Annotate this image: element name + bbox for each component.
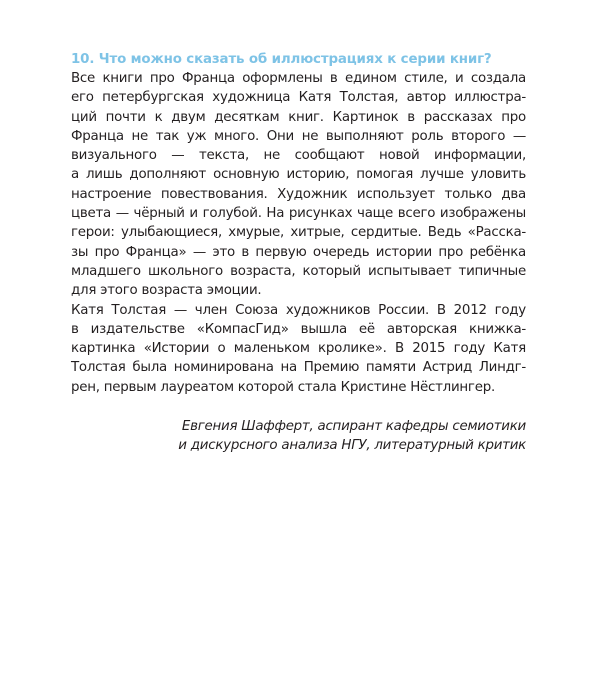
signature-line: Евгения Шафферт, аспирант кафедры семиотики <box>181 419 526 435</box>
text-line: Катя Толстая — член Союза художников России. В 2012 году <box>71 302 526 318</box>
text-line: Все книги про Франца оформлены в едином стиле, и создала <box>71 71 526 86</box>
text-line: для этого возраста эмоции. <box>71 283 262 299</box>
text-line: визуального — текста, не сообщают новой информации, <box>71 148 526 164</box>
question-heading: 10. Что можно сказать об иллюстрациях к серии книг? <box>71 52 492 67</box>
text-line: зы про Франца» — это в первую очередь истории про ребёнка <box>71 244 526 260</box>
text-line: рен, первым лауреатом которой стала Кристине Нёстлингер. <box>71 379 495 395</box>
text-line: настроение повествования. Художник использует только два <box>71 186 526 202</box>
paragraph-artist <box>71 301 526 397</box>
text-line: герои: улыбающиеся, хмурые, хитрые, сердитые. Ведь «Расска- <box>71 225 526 241</box>
text-line: цвета — чёрный и голубой. На рисунках чаще всего изображены <box>71 206 526 222</box>
text-line: ций почти к двум десяткам книг. Картинок в рассказах про <box>71 109 526 125</box>
text-line: Франца не так уж много. Они не выполняют роль второго — <box>71 128 526 144</box>
page-content <box>71 50 526 456</box>
paragraph-illustrations <box>71 69 526 301</box>
text-line: в издательстве «КомпасГид» вышла её авторская книжка- <box>71 321 526 337</box>
signature-line: и дискурсного анализа НГУ, литературный критик <box>178 438 526 454</box>
author-signature <box>71 417 526 456</box>
text-line: его петербургская художница Катя Толстая, автор иллюстра- <box>71 90 526 106</box>
text-line: а лишь дополняют основную историю, помогая лучше уловить <box>71 167 526 183</box>
text-line: Толстая была номинирована на Премию памяти Астрид Линдг- <box>71 360 526 376</box>
text-line: младшего школьного возраста, который испытывает типичные <box>71 263 526 279</box>
text-line: картинка «Истории о маленьком кролике». В 2015 году Катя <box>71 341 526 357</box>
